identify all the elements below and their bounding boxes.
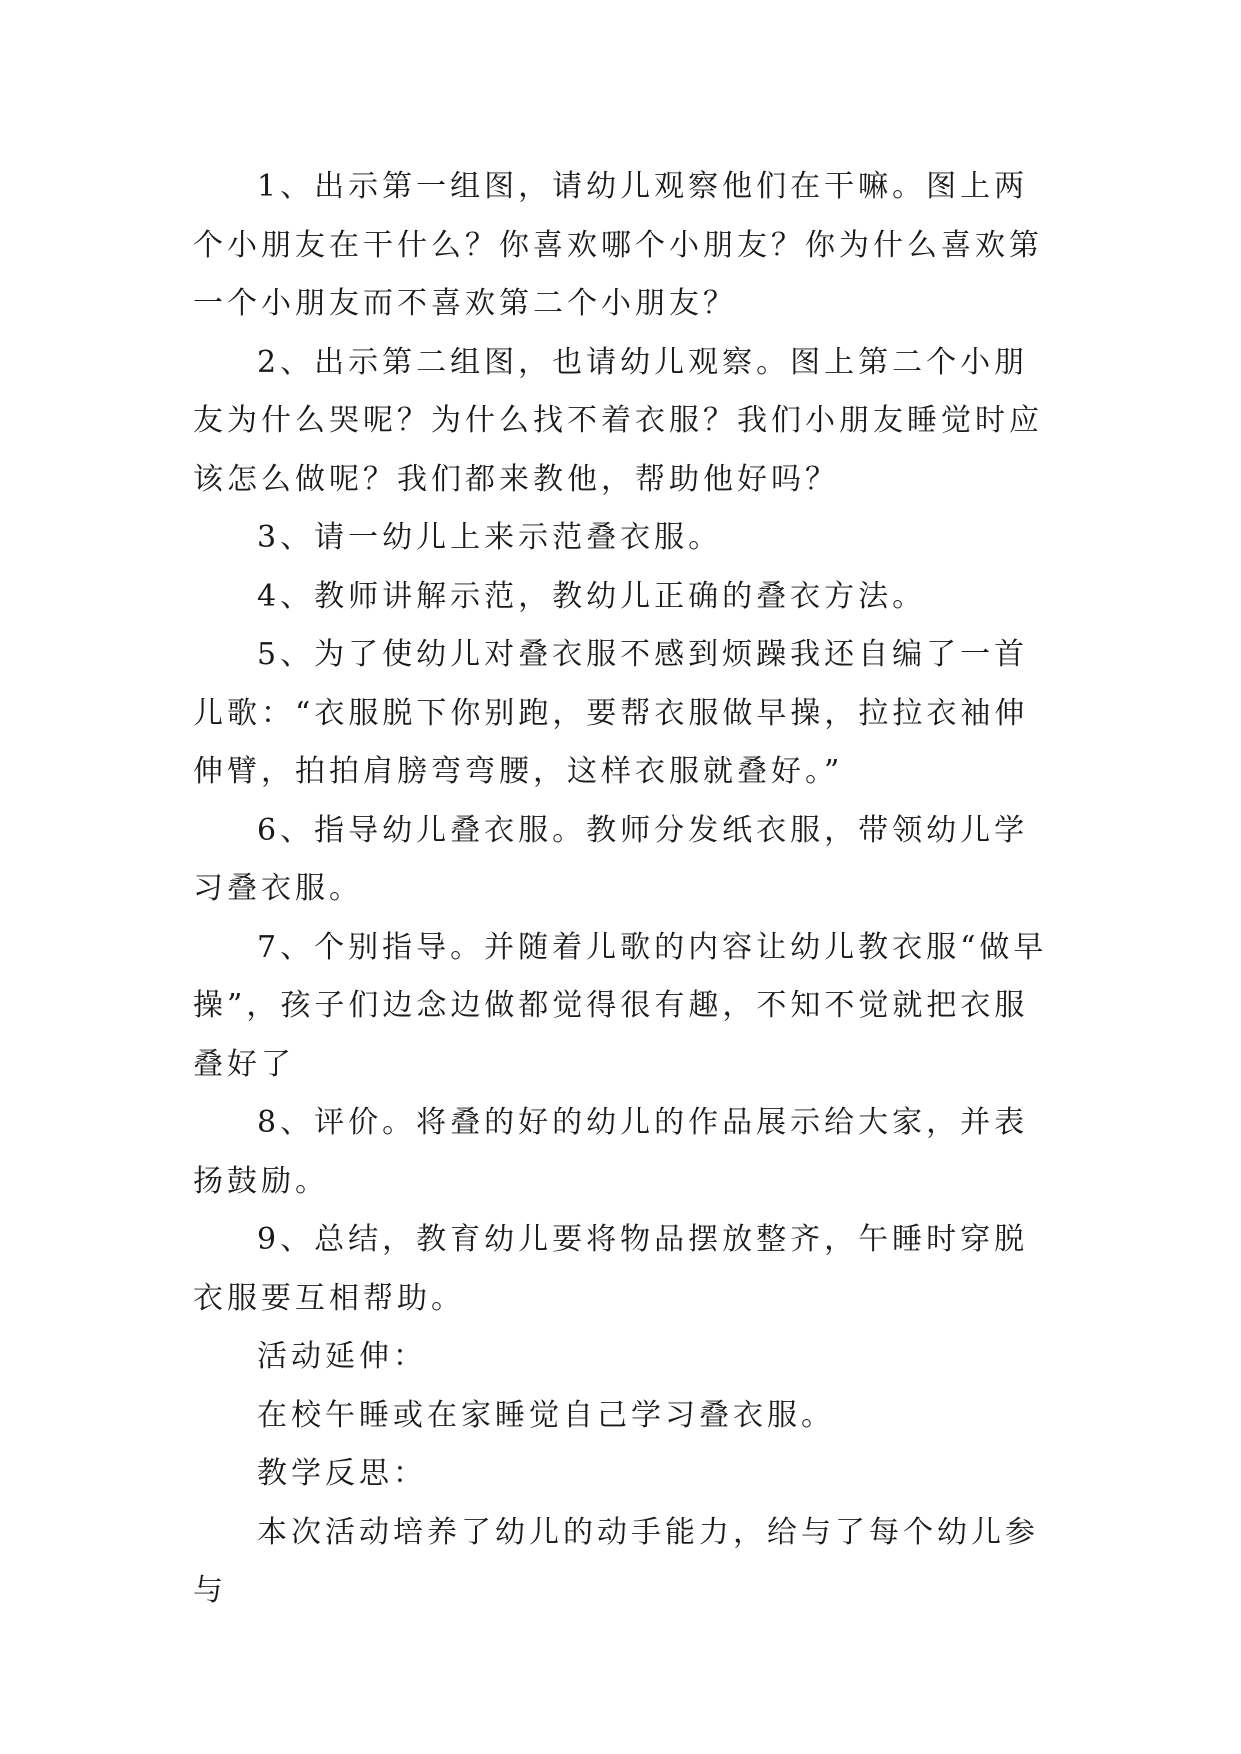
step-5-paragraph: 5、为了使幼儿对叠衣服不感到烦躁我还自编了一首儿歌：“衣服脱下你别跑，要帮衣服做早操，拉拉衣袖伸伸臂，拍拍肩膀弯弯腰，这样衣服就叠好。” [193, 637, 1029, 789]
step-1-paragraph: 1、出示第一组图，请幼儿观察他们在干嘛。图上两个小朋友在干什么？你喜欢哪个小朋友？你为什么喜欢第一个小朋友而不喜欢第二个小朋友？ [193, 169, 1043, 321]
step-9-paragraph: 9、总结，教育幼儿要将物品摆放整齐，午睡时穿脱衣服要互相帮助。 [193, 1222, 1029, 1316]
step-4-paragraph: 4、教师讲解示范，教幼儿正确的叠衣方法。 [257, 578, 927, 614]
step-3-paragraph: 3、请一幼儿上来示范叠衣服。 [257, 520, 723, 555]
activity-extension-text: 在校午睡或在家睡觉自己学习叠衣服。 [257, 1397, 835, 1433]
step-8-paragraph: 8、评价。将叠的好的幼儿的作品展示给大家，并表扬鼓励。 [193, 1105, 1029, 1199]
activity-extension-heading: 活动延伸： [257, 1339, 427, 1374]
document-body [193, 158, 1051, 1621]
step-6-paragraph: 6、指导幼儿叠衣服。教师分发纸衣服，带领幼儿学习叠衣服。 [193, 812, 1029, 906]
teaching-reflection-heading: 教学反思： [257, 1456, 427, 1491]
step-2-paragraph: 2、出示第二组图，也请幼儿观察。图上第二个小朋友为什么哭呢？为什么找不着衣服？我们小朋友睡觉时应该怎么做呢？我们都来教他，帮助他好吗？ [193, 344, 1043, 497]
step-7-paragraph: 7、个别指导。并随着儿歌的内容让幼儿教衣服“做早操”，孩子们边念边做都觉得很有趣，不知不觉就把衣服叠好了 [193, 929, 1048, 1082]
teaching-reflection-text: 本次活动培养了幼儿的动手能力，给与了每个幼儿参与 [193, 1514, 1039, 1608]
